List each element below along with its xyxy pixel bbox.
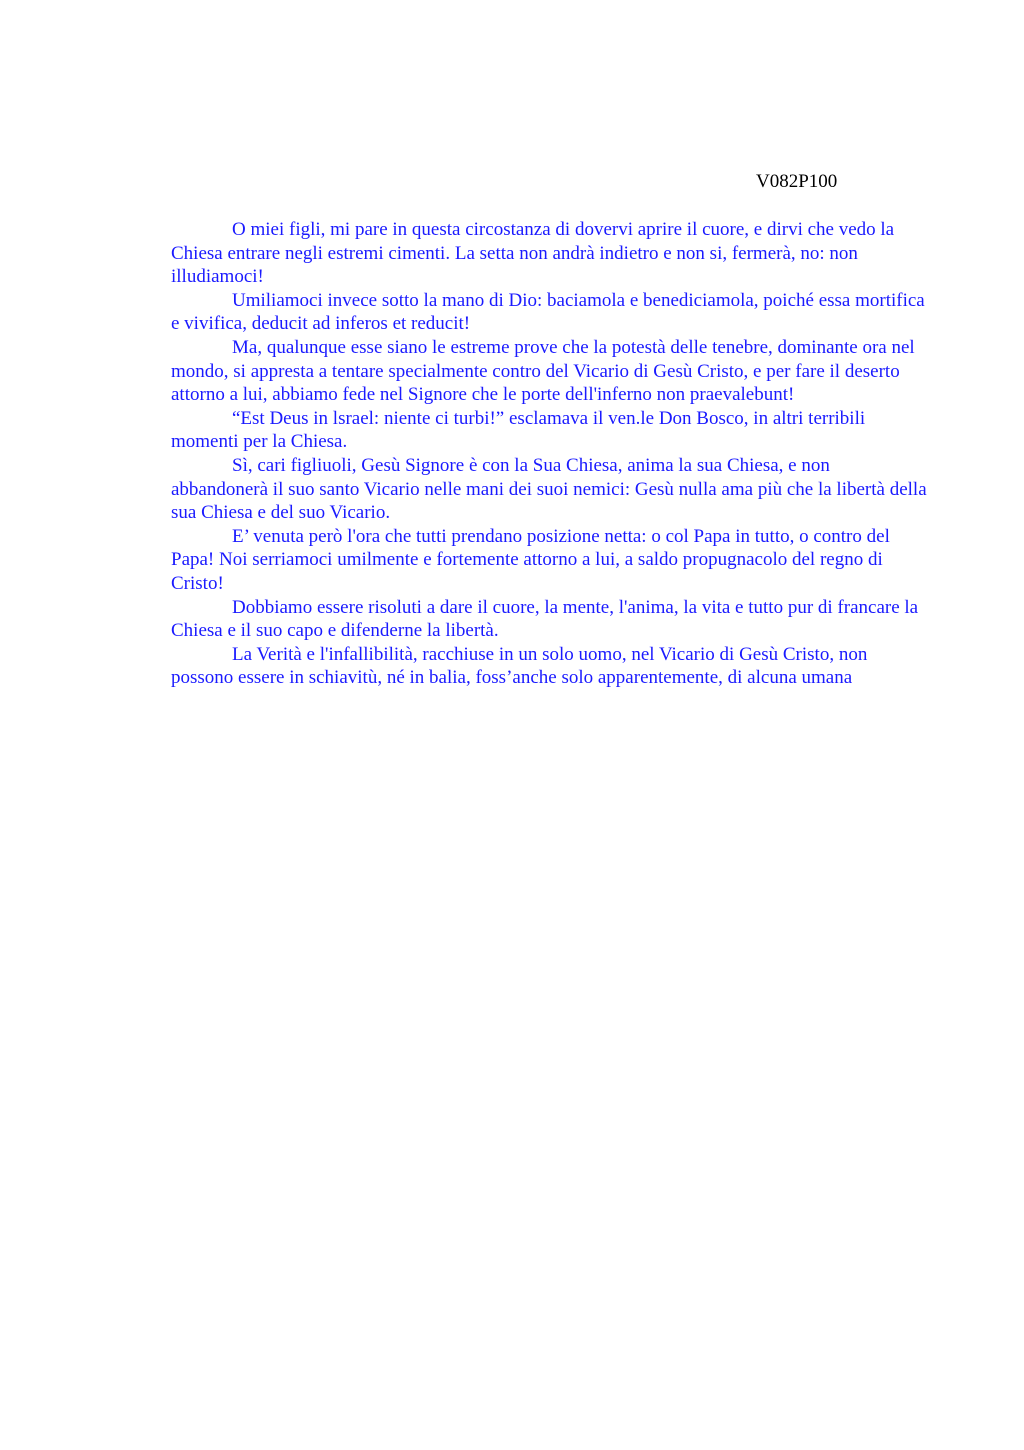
paragraph-8: La Verità e l'infallibilità, racchiuse in un solo uomo, nel Vicario di Gesù Cristo, non possono essere in schiavitù, né in balia, foss’anche solo apparentemente, di alcuna umana — [171, 643, 868, 689]
paragraph-6: E’ venuta però l'ora che tutti prendano posizione netta: o col Papa in tutto, o contro del Papa! Noi serriamoci umilmente e fortemente attorno a lui, a saldo propugnacolo del regno di Cristo! — [171, 525, 890, 594]
paragraph-7: Dobbiamo essere risoluti a dare il cuore, la mente, l'anima, la vita e tutto pur di francare la Chiesa e il suo capo e difenderne la libertà. — [171, 596, 919, 642]
paragraph-5: Sì, cari figliuoli, Gesù Signore è con la Sua Chiesa, anima la sua Chiesa, e non abbandonerà il suo santo Vicario nelle mani dei suoi nemici: Gesù nulla ama più che la libertà della sua Chiesa e del suo Vicario. — [171, 454, 927, 524]
paragraph-2: Umiliamoci invece sotto la mano di Dio: baciamola e benediciamola, poiché essa mortifica e vivifica, deducit ad inferos et reducit! — [171, 289, 925, 335]
paragraph-1: O miei figli, mi pare in questa circostanza di dovervi aprire il cuore, e dirvi che vedo la Chiesa entrare negli estremi cimenti. La setta non andrà indietro e non si, fermerà, no: non illudiamoci! — [171, 219, 895, 288]
body-text — [171, 218, 931, 690]
paragraph-3: Ma, qualunque esse siano le estreme prove che la potestà delle tenebre, dominante ora nel mondo, si appresta a tentare specialmente contro del Vicario di Gesù Cristo, e per fare il deserto attorno a lui, abbiamo fede nel Signore che le porte dell'inferno non praevalebunt! — [171, 336, 915, 406]
paragraph-4: “Est Deus in lsrael: niente ci turbi!” esclamava il ven.le Don Bosco, in altri terribili momenti per la Chiesa. — [171, 407, 866, 453]
page-code: V082P100 — [756, 171, 838, 192]
